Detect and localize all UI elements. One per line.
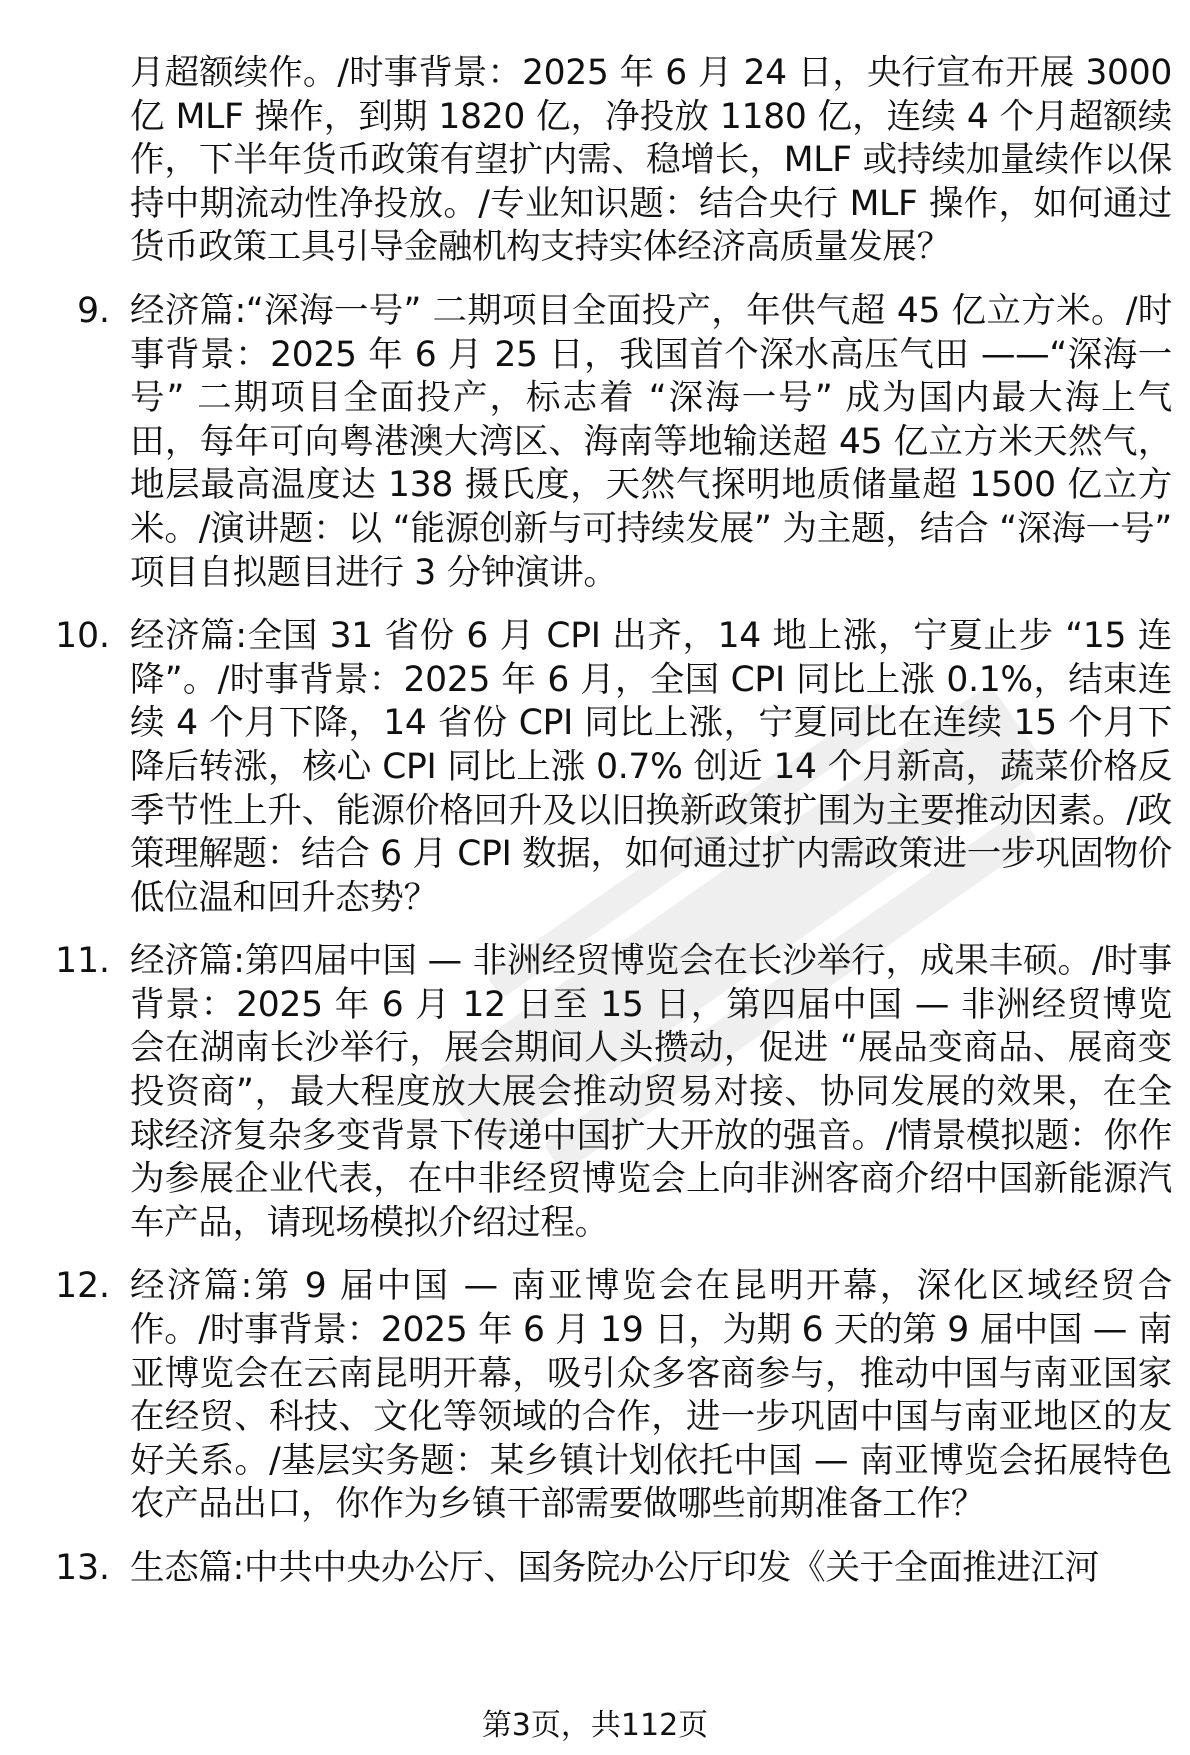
list-item-9 <box>0 290 1190 595</box>
list-item-number: 10. <box>55 616 110 657</box>
continued-paragraph: 月超额续作。/时事背景：2025 年 6 月 24 日，央行宣布开展 3000 亿 MLF 操作，到期 1820 亿，净投放 1180 亿，连续 4 个月超额续作，下半年货币政策有望扩内需、稳增长，MLF 或持续加量续作以保持中期流动性净投放。/专业知识题：结合央行 MLF 操作，如何通过货币政策工具引导金融机构支持实体经济高质量发展？ <box>130 53 1172 268</box>
list-item-11 <box>0 940 1190 1245</box>
list-item-13 <box>0 1547 1190 1591</box>
list-item-text: 经济篇:第四届中国 — 非洲经贸博览会在长沙举行，成果丰硕。/时事背景：2025 年 6 月 12 日至 15 日，第四届中国 — 非洲经贸博览会在湖南长沙举行，展会期间人头攒动，促进 “展品变商品、展商变投资商”，最大程度放大展会推动贸易对接、协同发展的效果，在全球经济复杂多变背景下传递中国扩大开放的强音。/情景模拟题：你作为参展企业代表，在中非经贸博览会上向非洲客商介绍中国新能源汽车产品，请现场模拟介绍过程。 <box>130 941 1172 1243</box>
list-item-10 <box>0 615 1190 920</box>
list-item-text: 经济篇:第 9 届中国 — 南亚博览会在昆明开幕，深化区域经贸合作。/时事背景：2025 年 6 月 19 日，为期 6 天的第 9 届中国 — 南亚博览会在云南昆明开幕，吸引众多客商参与，推动中国与南亚国家在经贸、科技、文化等领域的合作，进一步巩固中国与南亚地区的友好关系。/基层实务题：某乡镇计划依托中国 — 南亚博览会拓展特色农产品出口，你作为乡镇干部需要做哪些前期准备工作？ <box>130 1266 1172 1525</box>
list-item-12 <box>0 1265 1190 1527</box>
document-body <box>0 52 1190 1591</box>
page-number-footer: 第3页，共112页 <box>481 1708 709 1743</box>
list-item-text: 经济篇:全国 31 省份 6 月 CPI 出齐，14 地上涨，宁夏止步 “15 连降”。/时事背景：2025 年 6 月，全国 CPI 同比上涨 0.1%，结束连续 4 个月下降，14 省份 CPI 同比上涨，宁夏同比在连续 15 个月下降后转涨，核心 CPI 同比上涨 0.7% 创近 14 个月新高，蔬菜价格反季节性上升、能源价格回升及以旧换新政策扩围为主要推动因素。/政策理解题：结合 6 月 CPI 数据，如何通过扩内需政策进一步巩固物价低位温和回升态势？ <box>130 616 1172 918</box>
list-item-number: 12. <box>55 1266 110 1307</box>
list-item-number: 11. <box>55 941 110 982</box>
list-item-text: 生态篇:中共中央办公厅、国务院办公厅印发《关于全面推进江河 <box>130 1548 1099 1588</box>
list-item-number: 13. <box>55 1548 110 1588</box>
list-item-number: 9. <box>77 290 110 331</box>
list-item-text: 经济篇:“深海一号” 二期项目全面投产，年供气超 45 亿立方米。/时事背景：2025 年 6 月 25 日，我国首个深水高压气田 ——“深海一号” 二期项目全面投产，标志着 “深海一号” 成为国内最大海上气田，每年可向粤港澳大湾区、海南等地输送超 45 亿立方米天然气，地层最高温度达 138 摄氏度，天然气探明地质储量超 1500 亿立方米。/演讲题：以 “能源创新与可持续发展” 为主题，结合 “深海一号” 项目自拟题目进行 3 分钟演讲。 <box>130 290 1172 593</box>
